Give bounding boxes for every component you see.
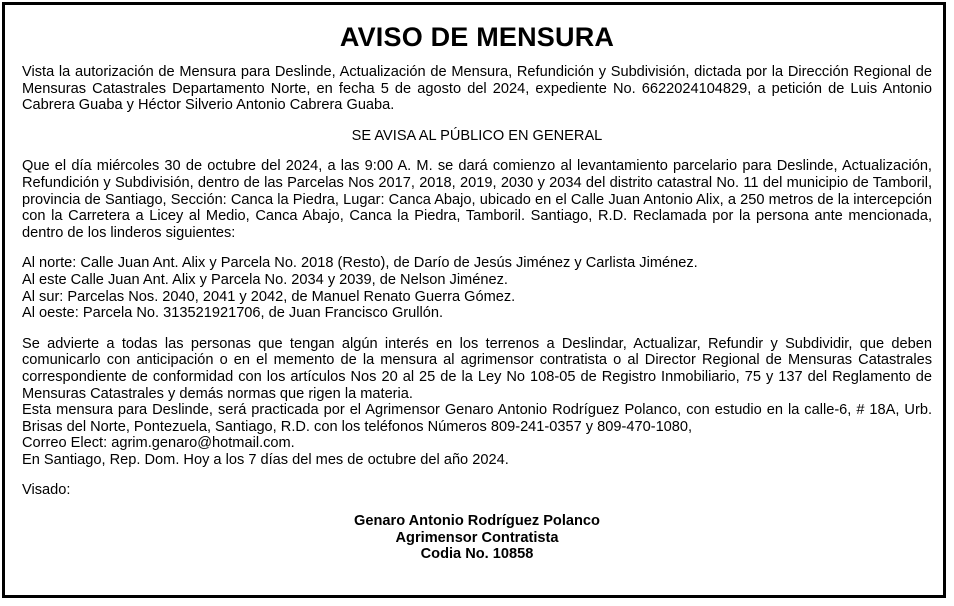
boundary-north: Al norte: Calle Juan Ant. Alix y Parcela No. 2018 (Resto), de Darío de Jesús Jiménez y Carlista Jiménez. (22, 255, 698, 272)
public-notice-heading: SE AVISA AL PÚBLICO EN GENERAL (351, 127, 603, 144)
notice-title: AVISO DE MENSURA (339, 22, 615, 52)
visado-label: Visado: (22, 482, 71, 499)
date-line: En Santiago, Rep. Dom. Hoy a los 7 días del mes de octubre del año 2024. (22, 451, 509, 468)
signature-codia: Codia No. 10858 (420, 546, 534, 563)
survey-paragraph: Que el día miércoles 30 de octubre del 2024, a las 9:00 A. M. se dará comienzo al levantamiento parcelario para Deslinde, Actualización, Refundición y Subdivisión, dentro de las Parcelas Nos 2017, 2018, 2019, 2030 y 2034 del distrito catastral No. 11 del municipio de Tamboril, provincia de Santiago, Sección: Canca la Piedra, Lugar: Canca Abajo, ubicado en el Calle Juan Antonio Alix, a 250 metros de la intercepción con la Carretera a Licey al Medio, Canca Abajo, Canca la Piedra, Tamboril. Santiago, R.D. Reclamada por la persona ante mencionada, dentro de los linderos siguientes: (22, 158, 932, 241)
signature-name: Genaro Antonio Rodríguez Polanco (354, 513, 600, 530)
practice-paragraph: Esta mensura para Deslinde, será practicada por el Agrimensor Genaro Antonio Rodríguez Polanco, con estudio en la calle-6, # 18A, Urb. Brisas del Norte, Pontezuela, Santiago, R.D. con los teléfonos Números 809-241-0357 y 809-470-1080, (22, 402, 932, 435)
boundary-east: Al este Calle Juan Ant. Alix y Parcela No. 2034 y 2039, de Nelson Jiménez. (22, 271, 508, 288)
boundaries-list (22, 255, 932, 321)
intro-paragraph: Vista la autorización de Mensura para Deslinde, Actualización de Mensura, Refundición y Subdivisión, dictada por la Dirección Regional de Mensuras Catastrales Departamento Norte, en fecha 5 de agosto del 2024, expediente No. 6622024104829, a petición de Luis Antonio Cabrera Guaba y Héctor Silverio Antonio Cabrera Guaba. (22, 64, 932, 114)
boundary-south: Al sur: Parcelas Nos. 2040, 2041 y 2042, de Manuel Renato Guerra Gómez. (22, 288, 516, 305)
warning-paragraph: Se advierte a todas las personas que tengan algún interés en los terrenos a Deslindar, Actualizar, Refundir y Subdividir, que deben comunicarlo con anticipación o en el memento de la mensura al agrimensor contratista o al Director Regional de Mensuras Catastrales correspondiente de conformidad con los artículos Nos 20 al 25 de la Ley No 108-05 de Registro Inmobiliario, 75 y 137 del Reglamento de Mensuras Catastrales y demás normas que rigen la materia. (22, 335, 932, 402)
signature-role: Agrimensor Contratista (395, 529, 559, 546)
notice-frame (2, 2, 946, 598)
boundary-west: Al oeste: Parcela No. 313521921706, de Juan Francisco Grullón. (22, 305, 444, 322)
notice-content (22, 22, 932, 563)
signature-block (22, 513, 932, 563)
email-line: Correo Elect: agrim.genaro@hotmail.com. (22, 435, 295, 452)
